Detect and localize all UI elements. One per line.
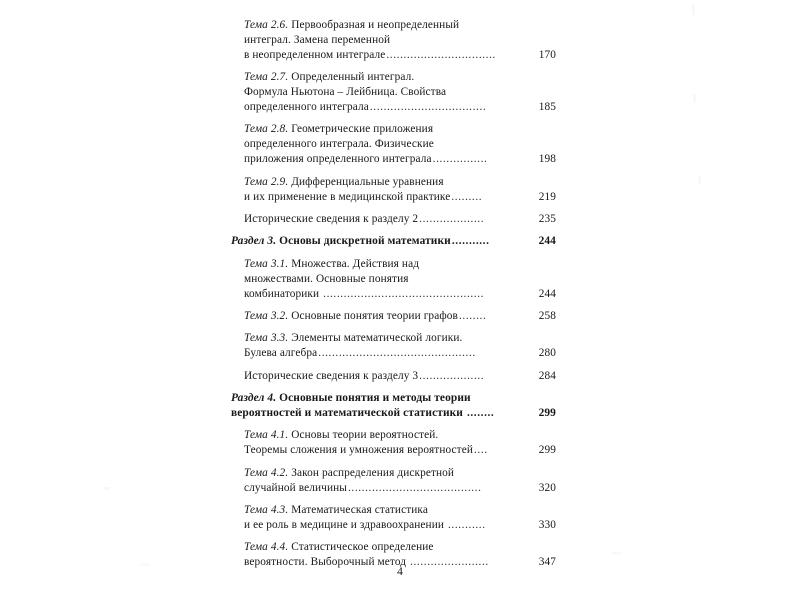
- toc-entry-head: [244, 428, 556, 443]
- toc-entry-line: Основы теории вероятностей.: [288, 429, 439, 442]
- toc-entry-label: Тема 3.3.: [244, 332, 289, 345]
- toc-entry[interactable]: [244, 369, 556, 384]
- toc-entry[interactable]: [244, 257, 556, 302]
- toc-entry-title-tail: и ее роль в медицине и здравоохранении: [244, 518, 447, 531]
- dot-leader: ...........: [451, 235, 490, 248]
- toc-entry-line: определенного интеграла. Физические: [244, 138, 434, 151]
- dot-leader: ..............................................: [318, 347, 476, 360]
- toc-entry-page-number: 235: [538, 212, 556, 225]
- dot-leader: ...................: [419, 212, 485, 225]
- toc-entry-page-number: 219: [538, 190, 556, 203]
- toc-entry-label: Тема 2.6.: [244, 19, 289, 31]
- toc-entry-head: [244, 466, 556, 481]
- toc-entry-title-tail: приложения определенного интеграла: [244, 153, 432, 166]
- toc-entry-title-tail: вероятностей и математической статистики: [231, 407, 466, 420]
- toc-entry-line: Математическая статистика: [288, 504, 428, 517]
- toc-entry[interactable]: [244, 309, 556, 324]
- dot-leader: ................................: [386, 48, 496, 61]
- dot-leader: .......................: [410, 556, 489, 569]
- toc-entry-title-tail: определенного интеграла: [244, 101, 369, 114]
- dot-leader: ................: [432, 153, 488, 166]
- toc-entry-label: Тема 3.2.: [244, 310, 289, 322]
- toc-entry-lastline: [244, 443, 556, 458]
- toc-entry[interactable]: [244, 122, 556, 167]
- toc-entry-lastline: [244, 369, 556, 384]
- toc-entry-lastline: [244, 346, 556, 361]
- dot-leader: .........: [451, 190, 483, 203]
- dot-leader: ........: [458, 310, 487, 322]
- toc-entry-title-tail: и их применение в медицинской практике: [244, 190, 451, 203]
- toc-entry-head: [244, 70, 556, 100]
- toc-entry-head: [244, 540, 556, 555]
- toc-entry-label: Тема 4.1.: [244, 429, 289, 442]
- toc-entry-lastline: [244, 100, 556, 115]
- toc-entry-line: Закон распределения дискретной: [288, 466, 455, 479]
- toc-entry-title-tail: Булева алгебра: [244, 347, 318, 360]
- toc-entry-lastline: [244, 518, 556, 533]
- toc-entry-lastline: [244, 481, 556, 496]
- toc-entry-line: Определенный интеграл.: [288, 71, 415, 84]
- toc-entry-page-number: 284: [538, 369, 556, 382]
- toc-entry-label: Тема 4.3.: [244, 504, 289, 517]
- toc-entry-label: Тема 2.8.: [244, 123, 289, 136]
- toc-entry-page-number: 347: [538, 556, 556, 569]
- toc-entry-page-number: 299: [538, 444, 556, 457]
- toc-entry[interactable]: [244, 331, 556, 361]
- toc-entry-line: Формула Ньютона – Лейбница. Свойства: [244, 86, 447, 99]
- toc-entry[interactable]: [244, 18, 556, 63]
- toc-entry-lastline: [244, 287, 556, 302]
- table-of-contents: [231, 18, 556, 578]
- dot-leader: ....: [474, 444, 488, 457]
- dot-leader: ........: [466, 407, 495, 420]
- scan-speckle: [698, 176, 701, 184]
- toc-entry-title-tail: в неопределенном интеграле: [244, 48, 386, 61]
- toc-entry[interactable]: [244, 466, 556, 496]
- toc-entry-title-tail: Исторические сведения к разделу 3: [244, 369, 419, 382]
- toc-entry-head: [244, 175, 556, 190]
- scan-speckle: [693, 94, 696, 103]
- toc-entry-lastline: [231, 234, 556, 249]
- toc-entry[interactable]: [244, 70, 556, 115]
- toc-entry-page-number: 320: [538, 481, 556, 494]
- toc-entry-page-number: 198: [538, 153, 556, 166]
- toc-entry[interactable]: [231, 234, 556, 249]
- dot-leader: ...................: [419, 369, 485, 382]
- scan-speckle: [612, 552, 621, 555]
- toc-entry-head: [244, 257, 556, 287]
- toc-entry-label: Тема 4.4.: [244, 541, 289, 554]
- toc-entry-label: Тема 3.1.: [244, 257, 289, 270]
- toc-entry-page-number: 244: [538, 287, 556, 300]
- toc-entry-title-tail: Основы дискретной математики: [276, 235, 451, 248]
- toc-entry-line: Дифференциальные уравнения: [288, 175, 444, 188]
- toc-entry[interactable]: [231, 391, 556, 421]
- toc-entry[interactable]: [244, 212, 556, 227]
- toc-entry-line: Элементы математической логики.: [288, 332, 463, 345]
- scan-speckle: [104, 487, 110, 490]
- toc-entry-title-tail: Основные понятия теории графов: [288, 310, 458, 322]
- toc-entry-line: множествами. Основные понятия: [244, 272, 409, 285]
- toc-entry-title-tail: Исторические сведения к разделу 2: [244, 212, 419, 225]
- toc-entry-title-tail: вероятности. Выборочный метод: [244, 556, 410, 569]
- toc-entry-label: Раздел 4.: [231, 392, 277, 405]
- toc-entry-lastline: [231, 406, 556, 421]
- scan-speckle: [692, 4, 695, 15]
- toc-entry[interactable]: [244, 503, 556, 533]
- toc-entry-lastline: [244, 48, 556, 63]
- dot-leader: .......................................: [347, 481, 482, 494]
- page-number: 4: [397, 566, 403, 578]
- toc-entry-label: Тема 2.9.: [244, 175, 289, 188]
- toc-entry-line: Геометрические приложения: [288, 123, 434, 136]
- toc-entry-lastline: [244, 309, 556, 324]
- toc-entry-head: [244, 503, 556, 518]
- dot-leader: ...............................................: [323, 287, 485, 300]
- dot-leader: ...........: [447, 518, 486, 531]
- toc-entry-line: Статистическое определение: [288, 541, 434, 554]
- dot-leader: ..................................: [369, 101, 487, 114]
- toc-entry[interactable]: [244, 428, 556, 458]
- toc-entry-page-number: 280: [538, 347, 556, 360]
- toc-entry-lastline: [244, 152, 556, 167]
- toc-entry-line: Первообразная и неопределенный: [288, 19, 460, 31]
- toc-entry-line: Множества. Действия над: [288, 257, 420, 270]
- toc-entry-head: [244, 331, 556, 346]
- toc-entry-title-tail: комбинаторики: [244, 287, 323, 300]
- toc-entry-page-number: 170: [538, 48, 556, 61]
- toc-entry-line: интеграл. Замена переменной: [244, 33, 391, 46]
- toc-entry-title-tail: Теоремы сложения и умножения вероятностей: [244, 444, 473, 457]
- toc-entry-label: Тема 4.2.: [244, 466, 289, 479]
- toc-entry-lastline: [244, 190, 556, 205]
- toc-entry-page-number: 258: [538, 310, 556, 322]
- toc-entry-head: [244, 18, 556, 48]
- toc-entry-line: Основные понятия и методы теории: [276, 392, 471, 405]
- toc-entry-head: [231, 391, 556, 406]
- toc-entry-page-number: 330: [538, 518, 556, 531]
- toc-entry-page-number: 299: [538, 407, 556, 420]
- toc-entry-lastline: [244, 212, 556, 227]
- toc-entry-page-number: 244: [538, 235, 556, 248]
- toc-entry-page-number: 185: [538, 101, 556, 114]
- toc-entry[interactable]: [244, 175, 556, 205]
- toc-entry-head: [244, 122, 556, 152]
- toc-entry-label: Тема 2.7.: [244, 71, 289, 84]
- toc-entry-label: Раздел 3.: [231, 235, 277, 248]
- toc-entry-title-tail: случайной величины: [244, 481, 347, 494]
